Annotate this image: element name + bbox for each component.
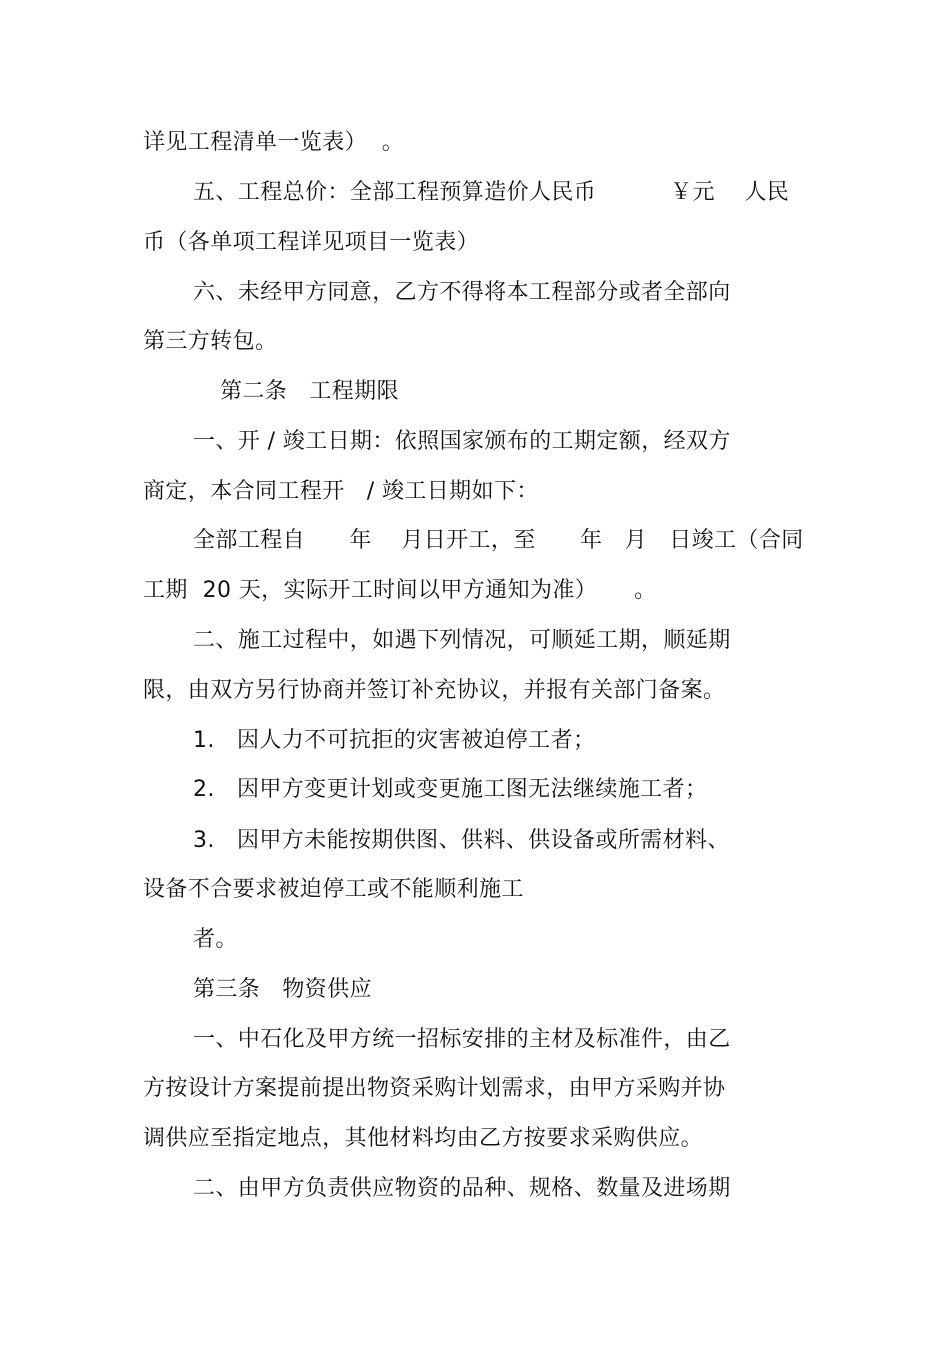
text-line: 设备不合要求被迫停工或不能顺利施工 (143, 877, 524, 902)
list-item: 2. 因甲方变更计划或变更施工图无法继续施工者； (193, 777, 708, 802)
text-line: 二、施工过程中，如遇下列情况，可顺延工期，顺延期 (193, 628, 731, 653)
text-line: 工期 20 天，实际开工时间以甲方通知为准） 。 (143, 578, 657, 603)
text-line: 者。 (193, 927, 238, 952)
text-line: 调供应至指定地点，其他材料均由乙方按要求采购供应。 (143, 1126, 704, 1151)
text-line: 第三方转包。 (143, 329, 278, 354)
section-heading: 第三条 物资供应 (193, 977, 372, 1002)
text-line: 商定，本合同工程开 / 竣工日期如下： (143, 479, 539, 504)
text-line: 五、工程总价：全部工程预算造价人民币 ￥元 人民 (193, 180, 790, 205)
text-line: 一、中石化及甲方统一招标安排的主材及标准件，由乙 (193, 1027, 731, 1052)
text-line: 限，由双方另行协商并签订补充协议，并报有关部门备案。 (143, 678, 726, 703)
text-line: 方按设计方案提前提出物资采购计划需求，由甲方采购并协 (143, 1076, 726, 1101)
list-item: 3. 因甲方未能按期供图、供料、供设备或所需材料、 (193, 828, 730, 853)
text-line: 币（各单项工程详见项目一览表） (143, 230, 480, 255)
list-item: 1. 因人力不可抗拒的灾害被迫停工者； (193, 728, 596, 753)
text-line: 一、开 / 竣工日期：依照国家颁布的工期定额，经双方 (193, 429, 731, 454)
text-line: 全部工程自 年 月日开工，至 年 月 日竣工（合同 (193, 528, 804, 553)
section-heading: 第二条 工程期限 (220, 379, 399, 404)
text-line: 六、未经甲方同意，乙方不得将本工程部分或者全部向 (193, 280, 731, 305)
text-line: 详见工程清单一览表） 。 (143, 130, 405, 155)
text-line: 二、由甲方负责供应物资的品种、规格、数量及进场期 (193, 1176, 731, 1201)
